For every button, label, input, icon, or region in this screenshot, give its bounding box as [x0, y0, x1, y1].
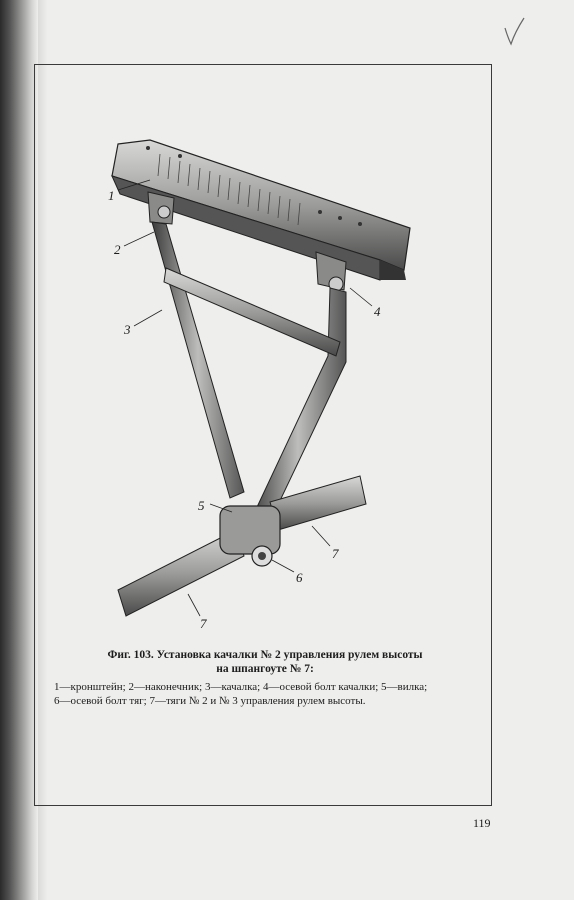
legend-line-2: 6—осевой болт тяг; 7—тяги № 2 и № 3 управления рулем высоты. [54, 695, 366, 707]
caption-line-2: на шпангоуте № 7: [216, 663, 314, 675]
callout-7-upper: 7 [332, 546, 339, 561]
control-rods [118, 476, 366, 616]
rocker-assembly-figure [40, 120, 480, 640]
callout-1: 1 [108, 188, 115, 203]
legend-line-1: 1—кронштейн; 2—наконечник; 3—качалка; 4—осевой болт качалки; 5—вилка; [54, 681, 428, 693]
bracket-left [148, 192, 174, 224]
callout-2: 2 [114, 242, 121, 257]
pencil-checkmark [500, 14, 530, 54]
page-number: 119 [473, 816, 491, 830]
figure-legend [54, 680, 484, 708]
callout-6: 6 [296, 570, 303, 585]
callout-4: 4 [374, 304, 381, 319]
caption-line-1: Фиг. 103. Установка качалки № 2 управления рулем высоты [107, 649, 423, 661]
callout-7-lower: 7 [200, 616, 207, 631]
figure-caption [60, 648, 470, 676]
book-binding-shadow [0, 0, 38, 900]
callout-3: 3 [124, 322, 131, 337]
callout-5: 5 [198, 498, 205, 513]
